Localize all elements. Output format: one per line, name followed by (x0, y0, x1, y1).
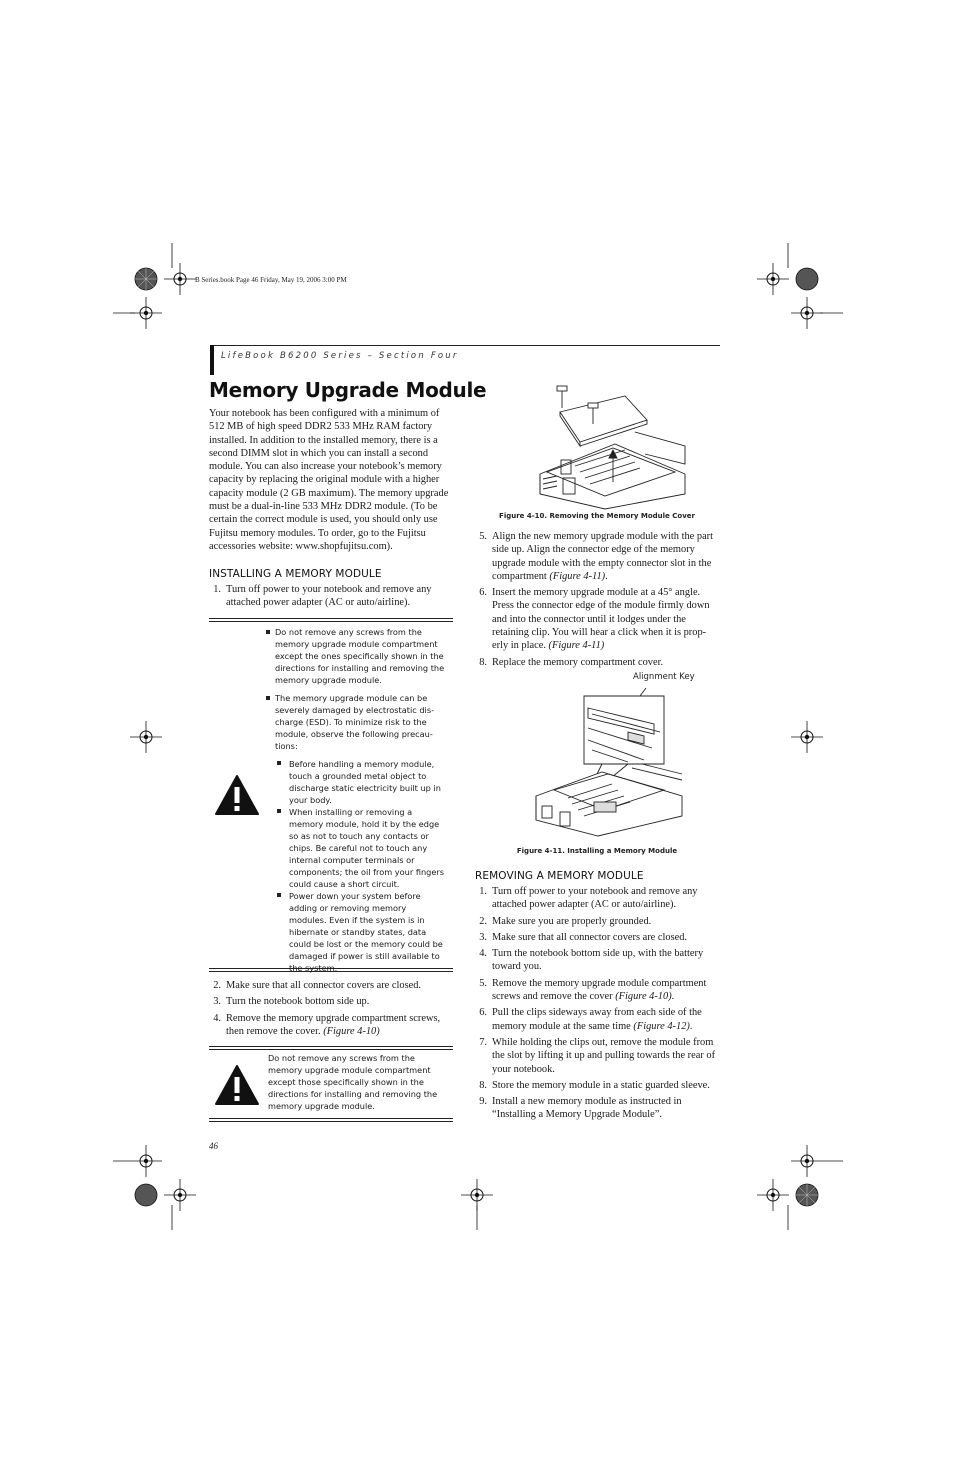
install-step-2: 2. Make sure that all connector covers are closed. (213, 980, 422, 991)
warning-icon (214, 1064, 260, 1106)
header-tab-mark (210, 345, 214, 375)
install-step-1: 1. Turn off power to your notebook and remove any attached power adapter (AC or auto/airline). (213, 584, 432, 609)
removing-heading: REMOVING A MEMORY MODULE (475, 870, 644, 882)
file-note: B Series.book Page 46 Friday, May 19, 2006 3:00 PM (195, 276, 347, 284)
install-steps-c (475, 530, 720, 672)
install-steps-a (209, 583, 453, 613)
installing-heading: INSTALLING A MEMORY MODULE (209, 568, 382, 580)
intro-paragraph: Your notebook has been configured with a minimum of 512 MB of high speed DDR2 533 MHz RAM factory installed. In addition to the installed memory, there is a second DIMM slot in which you can install a second module. You can also increase your notebook’s memory capacity by replacing the original module with a higher capacity module (2 GB maximum). The memory upgrade must be a dual-in-line 533 MHz DDR2 module. (To be certain the correct module is used, you should only use Fujitsu memory modules. To order, go to the Fujitsu accessories website: www.shopfujitsu.com). (209, 408, 449, 552)
install-step-6: 6. Insert the memory upgrade module at a 45° angle. Press the connector edge of the module firmly down and into the connector until it lodges under the retaining clip. You will hear a click when it is prop-erly in place. (Figure 4-11) (479, 587, 710, 652)
install-step-8: 8. Replace the memory compartment cover. (479, 656, 664, 668)
remove-step-9: 9. Install a new memory module as instructed in “Installing a Memory Upgrade Module”. (479, 1096, 682, 1121)
warning-bullet-screws: Do not remove any screws from the memory upgrade module compartment except the ones specifically shown in the directions for installing and removing the memory upgrade module. (266, 626, 446, 686)
install-steps-b (209, 979, 453, 1041)
warning-sub-edge: When installing or removing a memory module, hold it by the edge so as not to touch any contacts or chips. Be careful not to touch any internal computer terminals or components; the oil from your fingers could cause a short circuit. (275, 806, 446, 890)
figure-4-10-caption: Figure 4-10. Removing the Memory Module Cover (499, 512, 695, 520)
install-step-3: 3. Turn the notebook bottom side up. (213, 996, 370, 1008)
warning-sub-ground: Before handling a memory module, touch a grounded metal object to discharge static electricity built up in your body. (275, 758, 446, 806)
remove-steps (475, 885, 720, 1125)
install-step-5: 5. Align the new memory upgrade module with the part side up. Align the connector edge of the memory upgrade module with the empty connector slot in the compartment (Figure 4-11). (479, 531, 714, 582)
install-step-4: 4. Remove the memory upgrade compartment screws, then remove the cover. (Figure 4-10) (213, 1012, 441, 1037)
remove-step-3: 3. Make sure that all connector covers are closed. (479, 931, 688, 943)
remove-step-4: 4. Turn the notebook bottom side up, with the battery toward you. (479, 948, 704, 973)
header-rule (212, 345, 720, 346)
figure-4-11-illustration (532, 684, 688, 840)
remove-step-2: 2. Make sure you are properly grounded. (479, 915, 652, 927)
remove-step-7: 7. While holding the clips out, remove the module from the slot by lifting it up and pulling towards the rear of your notebook. (479, 1036, 716, 1075)
warning-text-screws: Do not remove any screws from the memory upgrade module compartment except those specifically shown in the directions for installing and removing the memory upgrade module. (268, 1053, 438, 1111)
remove-step-8: 8. Store the memory module in a static guarded sleeve. (479, 1079, 710, 1091)
running-head: LifeBook B6200 Series – Section Four (221, 351, 459, 361)
remove-step-5: 5. Remove the memory upgrade module compartment screws and remove the cover (Figure 4-10). (479, 977, 707, 1003)
figure-4-11-caption: Figure 4-11. Installing a Memory Module (516, 847, 678, 855)
warning-sub-power: Power down your system before adding or removing memory modules. Even if the system is in hibernate or standby states, data could be lost or the memory could be damaged if power is still available to the system. (275, 890, 446, 974)
page-title: Memory Upgrade Module (209, 378, 487, 402)
figure-4-10-illustration (535, 384, 695, 510)
remove-step-1: 1. Turn off power to your notebook and remove any attached power adapter (AC or auto/airline). (479, 886, 698, 911)
warning-icon (214, 774, 260, 816)
warning-box-esd (209, 618, 453, 972)
alignment-key-label: Alignment Key (633, 672, 695, 682)
page-number: 46 (209, 1141, 218, 1151)
remove-step-6: 6. Pull the clips sideways away from each side of the memory module at the same time (Figure 4-12). (479, 1007, 702, 1032)
warning-box-screws (209, 1046, 453, 1122)
warning-bullet-esd: The memory upgrade module can be severely damaged by electrostatic dis-charge (ESD). To minimize risk to the module, observe the following precau-tions: Before handling a memory module, touch a grounded metal object to discharge static electricity built up in your body. When installing or removing a memory module, hold it by the edge so as not to touch any contacts or chips. Be careful not to touch any internal computer terminals or components; the oil from your fingers could cause a short circuit. Power down your system before adding or removing memory modules. Even if the system is in hibernate or standby states, data could be lost or the memory could be damaged if power is still available to the system. (266, 692, 446, 974)
